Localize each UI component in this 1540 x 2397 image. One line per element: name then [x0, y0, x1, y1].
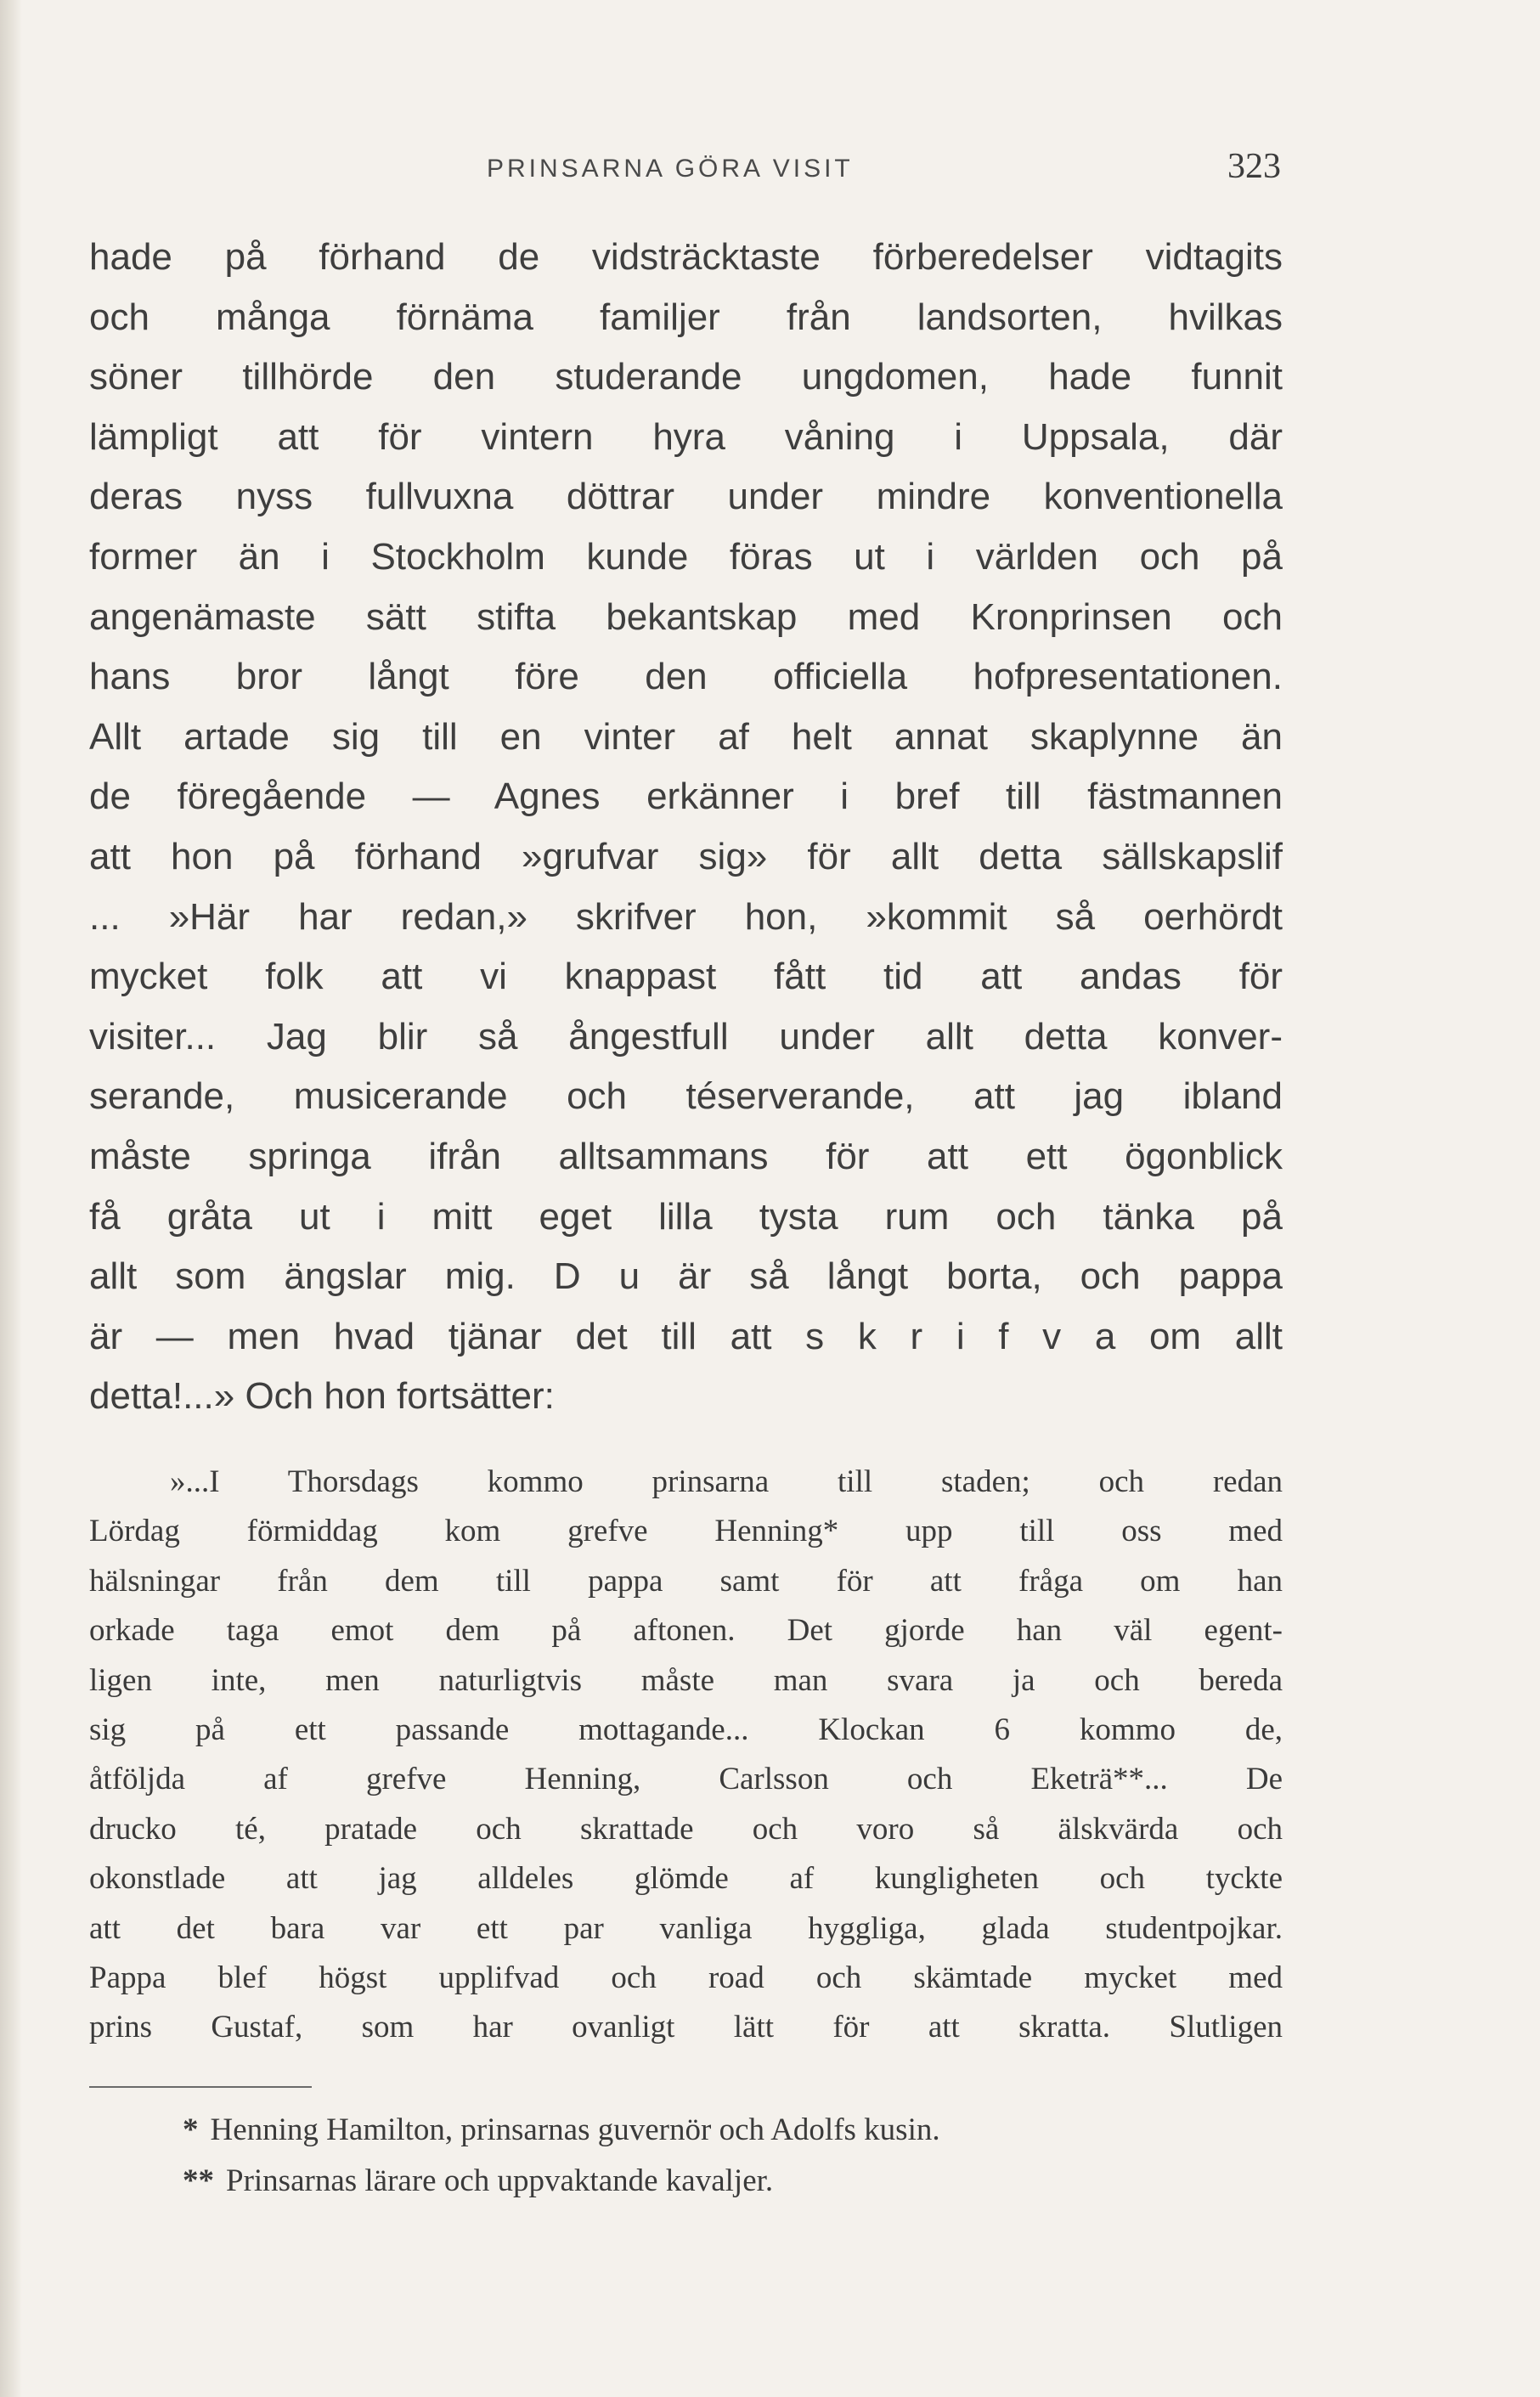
footnote-mark: **	[183, 2163, 214, 2198]
body-line: former än i Stockholm kunde föras ut i världen och på	[89, 535, 1283, 578]
body-line: få gråta ut i mitt eget lilla tysta rum och tänka på	[89, 1195, 1283, 1238]
body-line: Allt artade sig till en vinter af helt annat skaplynne än	[89, 715, 1283, 758]
quote-line: prins Gustaf, som har ovanligt lätt för att skratta. Slutligen	[89, 2010, 1283, 2045]
running-title: PRINSARNA GÖRA VISIT	[487, 155, 854, 183]
quote-line: hälsningar från dem till pappa samt för att fråga om han	[89, 1563, 1283, 1599]
quote-line: orkade taga emot dem på aftonen. Det gjorde han väl egent-	[89, 1613, 1283, 1649]
quote-line: att det bara var ett par vanliga hyggliga, glada studentpojkar.	[89, 1910, 1283, 1946]
quote-line: Lördag förmiddag kom grefve Henning* upp till oss med	[89, 1514, 1283, 1549]
body-line: ... »Här har redan,» skrifver hon, »kommit så oerhördt	[89, 895, 1283, 938]
body-line: söner tillhörde den studerande ungdomen, hade funnit	[89, 356, 1283, 398]
quote-line: ligen inte, men naturligtvis måste man svara ja och bereda	[89, 1662, 1283, 1698]
footnote	[89, 2105, 1283, 2156]
page-edge-shadow	[0, 0, 22, 2397]
body-line: hade på förhand de vidsträcktaste förberedelser vidtagits	[89, 236, 1283, 278]
body-line: deras nyss fullvuxna döttrar under mindre konventionella	[89, 476, 1283, 518]
body-line: visiter... Jag blir så ångestfull under allt detta konver-	[89, 1015, 1283, 1058]
body-line: serande, musicerande och téserverande, att jag ibland	[89, 1075, 1283, 1118]
body-line: detta!...» Och hon fortsätter:	[89, 1375, 555, 1418]
footnote-text: Prinsarnas lärare och uppvaktande kavaljer.	[226, 2163, 774, 2198]
body-line: och många förnäma familjer från landsorten, hvilkas	[89, 296, 1283, 338]
body-line: att hon på förhand »grufvar sig» för allt detta sällskapslif	[89, 835, 1283, 877]
body-line: lämpligt att för vintern hyra våning i Uppsala, där	[89, 415, 1283, 458]
body-text	[89, 228, 1283, 1427]
quoted-letter	[89, 1458, 1283, 2053]
footnotes	[89, 2105, 1283, 2207]
footnote-text: Henning Hamilton, prinsarnas guvernör och Adolfs kusin.	[210, 2112, 940, 2147]
body-line: de föregående — Agnes erkänner i bref till fästmannen	[89, 776, 1283, 818]
body-line: mycket folk att vi knappast fått tid att andas för	[89, 956, 1283, 998]
body-line: angenämaste sätt stifta bekantskap med Kronprinsen och	[89, 595, 1283, 638]
body-line: måste springa ifrån alltsammans för att ett ögonblick	[89, 1135, 1283, 1177]
page-number: 323	[1227, 147, 1281, 186]
quote-line: åtföljda af grefve Henning, Carlsson och Eketrä**... De	[89, 1762, 1283, 1797]
body-line: är — men hvad tjänar det till att s k r i f v a om allt	[89, 1315, 1283, 1357]
footnote	[89, 2156, 1283, 2207]
footnote-divider	[89, 2086, 312, 2088]
quote-line: »...I Thorsdags kommo prinsarna till staden; och redan	[170, 1464, 1283, 1499]
quote-line: okonstlade att jag alldeles glömde af kungligheten och tyckte	[89, 1861, 1283, 1897]
body-line: hans bror långt före den officiella hofpresentationen.	[89, 656, 1283, 698]
footnote-mark: *	[183, 2112, 199, 2147]
body-line: allt som ängslar mig. D u är så långt borta, och pappa	[89, 1255, 1283, 1298]
page-header	[92, 146, 1281, 197]
quote-line: Pappa blef högst upplifvad och road och skämtade mycket med	[89, 1960, 1283, 1995]
quote-line: drucko té, pratade och skrattade och voro så älskvärda och	[89, 1811, 1283, 1847]
quote-line: sig på ett passande mottagande... Klockan 6 kommo de,	[89, 1712, 1283, 1747]
